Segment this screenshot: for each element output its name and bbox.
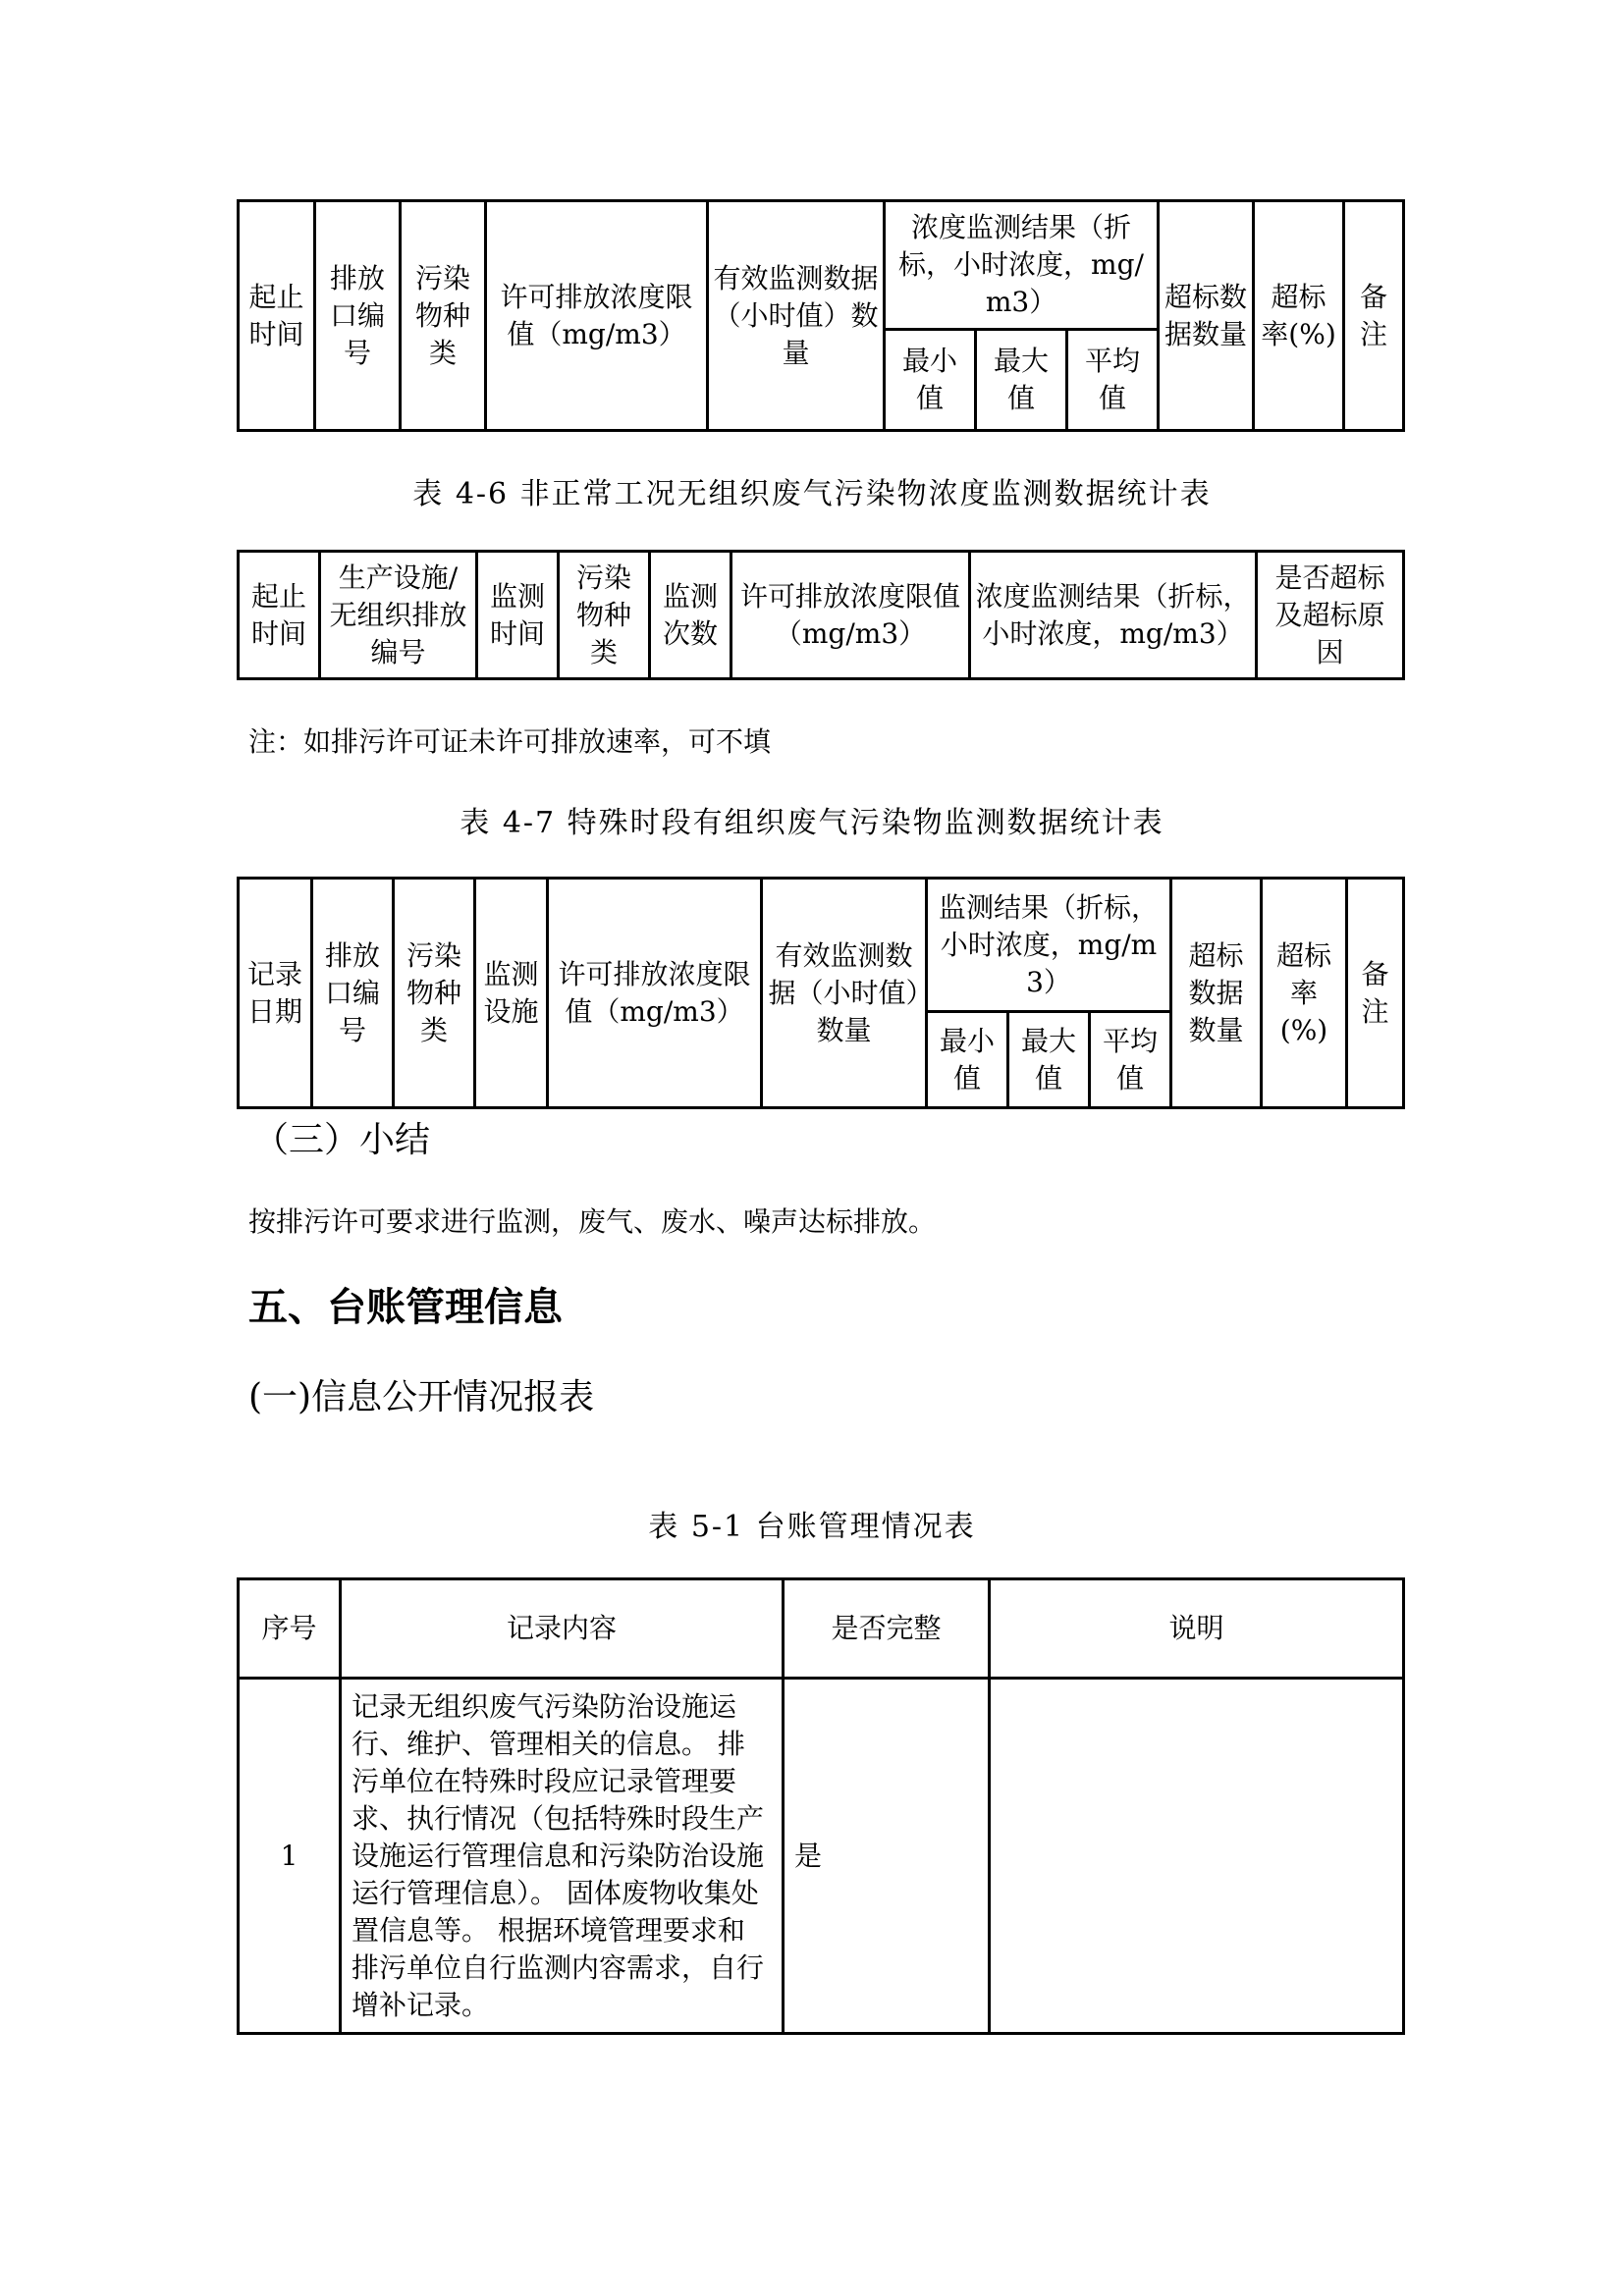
row-number: 1 <box>239 1679 341 2034</box>
header-cell: 有效监测数据（小时值）数量 <box>762 879 927 1108</box>
header-cell: 污染物种类 <box>559 552 650 679</box>
header-cell: 备注 <box>1347 879 1404 1108</box>
header-cell: 污染物种类 <box>394 879 475 1108</box>
record-content: 记录无组织废气污染防治设施运行、维护、管理相关的信息。 排污单位在特殊时段应记录管理要求、执行情况（包括特殊时段生产设施运行管理信息和污染防治设施运行管理信息）。 固体废物收集处置信息等。 根据环境管理要求和排污单位自行监测内容需求，自行增补记录。 <box>341 1679 784 2034</box>
summary-text: 按排污许可要求进行监测，废气、废水、噪声达标排放。 <box>248 1205 937 1238</box>
sub-header-cell: 最小值 <box>885 330 976 431</box>
table-5-1-caption: 表 5-1 台账管理情况表 <box>648 1510 976 1544</box>
header-cell: 备注 <box>1344 201 1404 431</box>
sub-header-cell: 最大值 <box>1008 1012 1090 1108</box>
header-cell: 监测结果（折标，小时浓度，mg/m3） <box>927 879 1171 1012</box>
header-cell: 排放口编号 <box>315 201 401 431</box>
header-cell: 超标率(%) <box>1262 879 1347 1108</box>
header-cell: 说明 <box>990 1579 1404 1679</box>
table-note: 注：如排污许可证未许可排放速率，可不填 <box>248 725 772 758</box>
header-cell: 起止时间 <box>239 201 315 431</box>
header-cell: 许可排放浓度限值（mg/m3） <box>486 201 708 431</box>
remark <box>990 1679 1404 2034</box>
table-4-6-caption: 表 4-6 非正常工况无组织废气污染物浓度监测数据统计表 <box>412 477 1212 511</box>
header-cell: 超标数据数量 <box>1159 201 1254 431</box>
header-cell: 浓度监测结果（折标，小时浓度，mg/m3） <box>970 552 1257 679</box>
header-cell: 监测时间 <box>477 552 559 679</box>
table-4-6 <box>237 550 1405 680</box>
header-cell: 起止时间 <box>239 552 320 679</box>
table-5-1 <box>237 1577 1405 2035</box>
header-cell: 监测设施 <box>475 879 548 1108</box>
table-4-7-caption: 表 4-7 特殊时段有组织废气污染物监测数据统计表 <box>460 806 1164 840</box>
header-cell: 记录内容 <box>341 1579 784 1679</box>
sub-header-cell: 最大值 <box>976 330 1067 431</box>
header-cell: 许可排放浓度限值（mg/m3） <box>731 552 970 679</box>
subsection-heading: (一)信息公开情况报表 <box>248 1377 595 1417</box>
header-cell: 排放口编号 <box>312 879 394 1108</box>
sub-header-cell: 最小值 <box>927 1012 1008 1108</box>
header-cell: 是否完整 <box>784 1579 990 1679</box>
sub-header-cell: 平均值 <box>1067 330 1159 431</box>
complete-flag: 是 <box>784 1679 990 2034</box>
section-heading: 五、台账管理信息 <box>248 1285 563 1330</box>
header-cell: 是否超标及超标原因 <box>1257 552 1404 679</box>
header-cell: 超标数据数量 <box>1171 879 1262 1108</box>
header-cell: 记录日期 <box>239 879 312 1108</box>
table-row <box>239 1679 1404 2034</box>
header-cell: 监测次数 <box>650 552 731 679</box>
sub-header-cell: 平均值 <box>1090 1012 1171 1108</box>
header-cell: 许可排放浓度限值（mg/m3） <box>548 879 762 1108</box>
header-cell: 浓度监测结果（折标，小时浓度，mg/m3） <box>885 201 1159 330</box>
header-cell: 污染物种类 <box>401 201 486 431</box>
table-4-7 <box>237 877 1405 1109</box>
header-cell: 生产设施/无组织排放编号 <box>320 552 477 679</box>
header-cell: 序号 <box>239 1579 341 1679</box>
header-cell: 超标率(%) <box>1254 201 1344 431</box>
summary-heading: （三）小结 <box>253 1120 431 1160</box>
header-cell: 有效监测数据（小时值）数量 <box>708 201 885 431</box>
table-4-5 <box>237 199 1405 432</box>
